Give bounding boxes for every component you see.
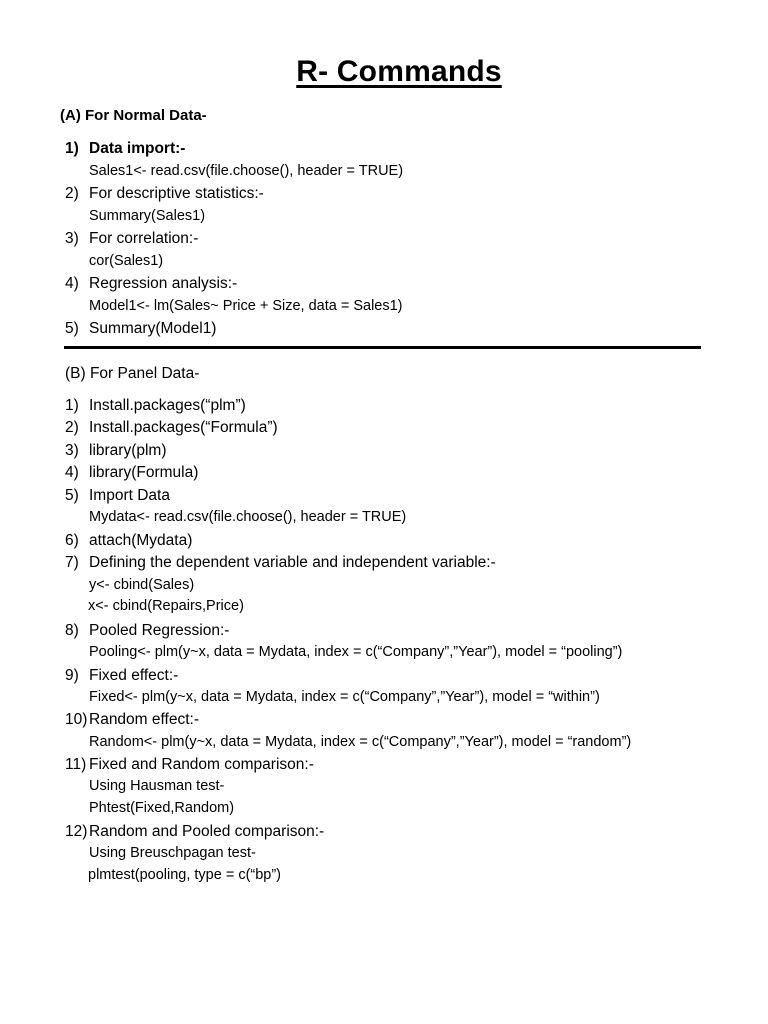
item-number: 5): [65, 320, 79, 337]
item-number: 8): [65, 622, 79, 639]
section-b-item-1: [65, 397, 246, 415]
code-line: y<- cbind(Sales): [89, 577, 195, 593]
code-line: Sales1<- read.csv(file.choose(), header = TRUE): [89, 163, 404, 179]
section-b-item-5: [65, 487, 170, 505]
section-b-item-12: [65, 823, 324, 841]
item-number: 2): [65, 419, 79, 436]
section-a-item-3: [65, 230, 198, 248]
item-heading: Data import:-: [89, 140, 186, 157]
section-a-heading: (A) For Normal Data-: [60, 107, 207, 124]
code-line: Mydata<- read.csv(file.choose(), header = TRUE): [89, 509, 407, 525]
item-number: 1): [65, 140, 79, 157]
page-title: R- Commands: [296, 55, 502, 88]
item-heading: For correlation:-: [89, 230, 199, 247]
code-line: Pooling<- plm(y~x, data = Mydata, index = c(“Company”,”Year”), model = “pooling”): [89, 644, 623, 660]
section-divider: [64, 346, 701, 349]
item-heading: Regression analysis:-: [89, 275, 238, 292]
section-b-item-9: [65, 667, 178, 685]
item-number: 11): [65, 756, 87, 773]
section-b-item-7: [65, 554, 496, 572]
item-number: 4): [65, 464, 79, 481]
code-line: Using Hausman test-: [89, 778, 225, 794]
item-number: 5): [65, 487, 79, 504]
code-line: Phtest(Fixed,Random): [89, 800, 235, 816]
item-heading: library(plm): [89, 442, 167, 459]
section-a-item-4: [65, 275, 237, 293]
section-b-item-3: [65, 442, 167, 460]
item-heading: Install.packages(“Formula”): [89, 419, 278, 436]
item-heading: Random and Pooled comparison:-: [89, 823, 325, 840]
item-heading: attach(Mydata): [89, 532, 193, 549]
item-heading: Pooled Regression:-: [89, 622, 230, 639]
section-b-item-4: [65, 464, 198, 482]
item-number: 9): [65, 667, 79, 684]
section-a-item-5: [65, 320, 216, 338]
item-number: 2): [65, 185, 79, 202]
item-number: 4): [65, 275, 79, 292]
item-number: 1): [65, 397, 79, 414]
section-b-item-11: [65, 756, 314, 774]
item-number: 6): [65, 532, 79, 549]
section-b-heading: (B) For Panel Data-: [65, 365, 200, 382]
code-line: cor(Sales1): [89, 253, 164, 269]
item-heading: Fixed effect:-: [89, 667, 179, 684]
item-number: 12): [65, 823, 88, 840]
item-heading: Summary(Model1): [89, 320, 217, 337]
item-heading: Import Data: [89, 487, 170, 504]
code-line: x<- cbind(Repairs,Price): [88, 598, 244, 614]
item-number: 3): [65, 442, 79, 459]
code-line: plmtest(pooling, type = c(“bp”): [88, 867, 282, 883]
code-line: Random<- plm(y~x, data = Mydata, index = c(“Company”,”Year”), model = “random”): [89, 734, 632, 750]
section-b-item-6: [65, 532, 192, 550]
code-line: Using Breuschpagan test-: [89, 845, 256, 861]
code-line: Fixed<- plm(y~x, data = Mydata, index = c(“Company”,”Year”), model = “within”): [89, 689, 600, 705]
item-heading: For descriptive statistics:-: [89, 185, 264, 202]
item-number: 3): [65, 230, 79, 247]
section-b-item-2: [65, 419, 278, 437]
section-b-item-10: [65, 711, 199, 729]
item-number: 10): [65, 711, 88, 728]
item-heading: library(Formula): [89, 464, 199, 481]
item-heading: Install.packages(“plm”): [89, 397, 246, 414]
item-heading: Random effect:-: [89, 711, 199, 728]
section-a-item-1: [65, 140, 185, 158]
item-heading: Fixed and Random comparison:-: [89, 756, 314, 773]
code-line: Summary(Sales1): [89, 208, 206, 224]
item-heading: Defining the dependent variable and independent variable:-: [89, 554, 496, 571]
section-b-item-8: [65, 622, 229, 640]
code-line: Model1<- lm(Sales~ Price + Size, data = Sales1): [89, 298, 403, 314]
section-a-item-2: [65, 185, 264, 203]
item-number: 7): [65, 554, 79, 571]
